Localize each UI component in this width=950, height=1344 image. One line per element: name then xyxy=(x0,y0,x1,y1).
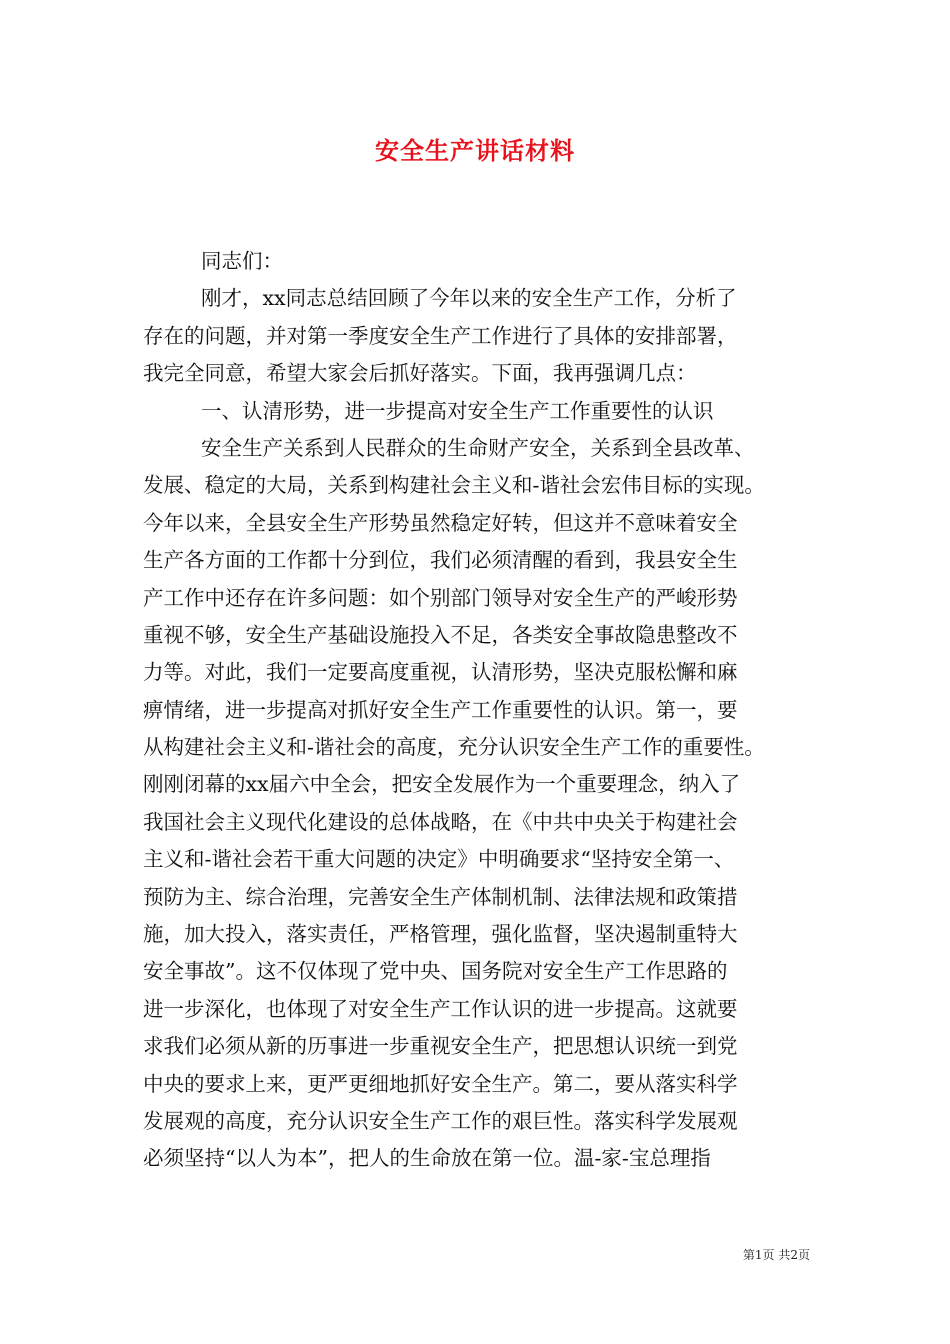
text-line: 产工作中还存在许多问题：如个别部门领导对安全生产的严峻形势 xyxy=(143,585,738,610)
text-line: 发展观的高度，充分认识安全生产工作的艰巨性。落实科学发展观 xyxy=(143,1108,738,1133)
text-line: 刚才，xx同志总结回顾了今年以来的安全生产工作，分析了 xyxy=(201,286,737,311)
text-line: 我完全同意，希望大家会后抓好落实。下面，我再强调几点： xyxy=(143,361,697,386)
text-line: 进一步深化，也体现了对安全生产工作认识的进一步提高。这就要 xyxy=(143,996,738,1021)
text-line: 中央的要求上来，更严更细地抓好安全生产。第二，要从落实科学 xyxy=(143,1071,738,1096)
text-line: 发展、稳定的大局，关系到构建社会主义和-谐社会宏伟目标的实现。 xyxy=(143,473,765,498)
text-line: 从构建社会主义和-谐社会的高度，充分认识安全生产工作的重要性。 xyxy=(143,735,765,760)
text-line: 主义和-谐社会若干重大问题的决定》中明确要求“坚持安全第一、 xyxy=(143,847,735,872)
text-line: 求我们必须从新的历事进一步重视安全生产，把思想认识统一到党 xyxy=(143,1034,738,1059)
document-title: 安全生产讲话材料 xyxy=(375,136,575,165)
text-line: 痹情绪，进一步提高对抓好安全生产工作重要性的认识。第一，要 xyxy=(143,697,738,722)
text-line: 刚刚闭幕的xx届六中全会，把安全发展作为一个重要理念，纳入了 xyxy=(143,772,741,797)
text-line: 安全事故”。这不仅体现了党中央、国务院对安全生产工作思路的 xyxy=(143,959,728,984)
text-line: 重视不够，安全生产基础设施投入不足，各类安全事故隐患整改不 xyxy=(143,622,738,647)
text-line: 生产各方面的工作都十分到位，我们必须清醒的看到，我县安全生 xyxy=(143,548,738,573)
page-number: 第1页 共2页 xyxy=(742,1248,810,1262)
text-line: 今年以来，全县安全生产形势虽然稳定好转，但这并不意味着安全 xyxy=(143,510,738,535)
text-line: 同志们： xyxy=(201,249,283,273)
text-line: 安全生产关系到人民群众的生命财产安全，关系到全县改革、 xyxy=(201,435,755,460)
text-line: 我国社会主义现代化建设的总体战略，在《中共中央关于构建社会 xyxy=(143,809,738,834)
text-line: 施，加大投入，落实责任，严格管理，强化监督，坚决遏制重特大 xyxy=(143,922,738,947)
text-line: 必须坚持“以人为本”，把人的生命放在第一位。温-家-宝总理指 xyxy=(143,1146,711,1171)
text-line: 存在的问题，并对第一季度安全生产工作进行了具体的安排部署， xyxy=(143,323,738,348)
text-line: 预防为主、综合治理，完善安全生产体制机制、法律法规和政策措 xyxy=(143,884,738,909)
text-line: 力等。对此，我们一定要高度重视，认清形势，坚决克服松懈和麻 xyxy=(143,660,738,685)
section-heading: 一、认清形势，进一步提高对安全生产工作重要性的认识 xyxy=(201,398,714,423)
document-body xyxy=(143,243,808,1178)
